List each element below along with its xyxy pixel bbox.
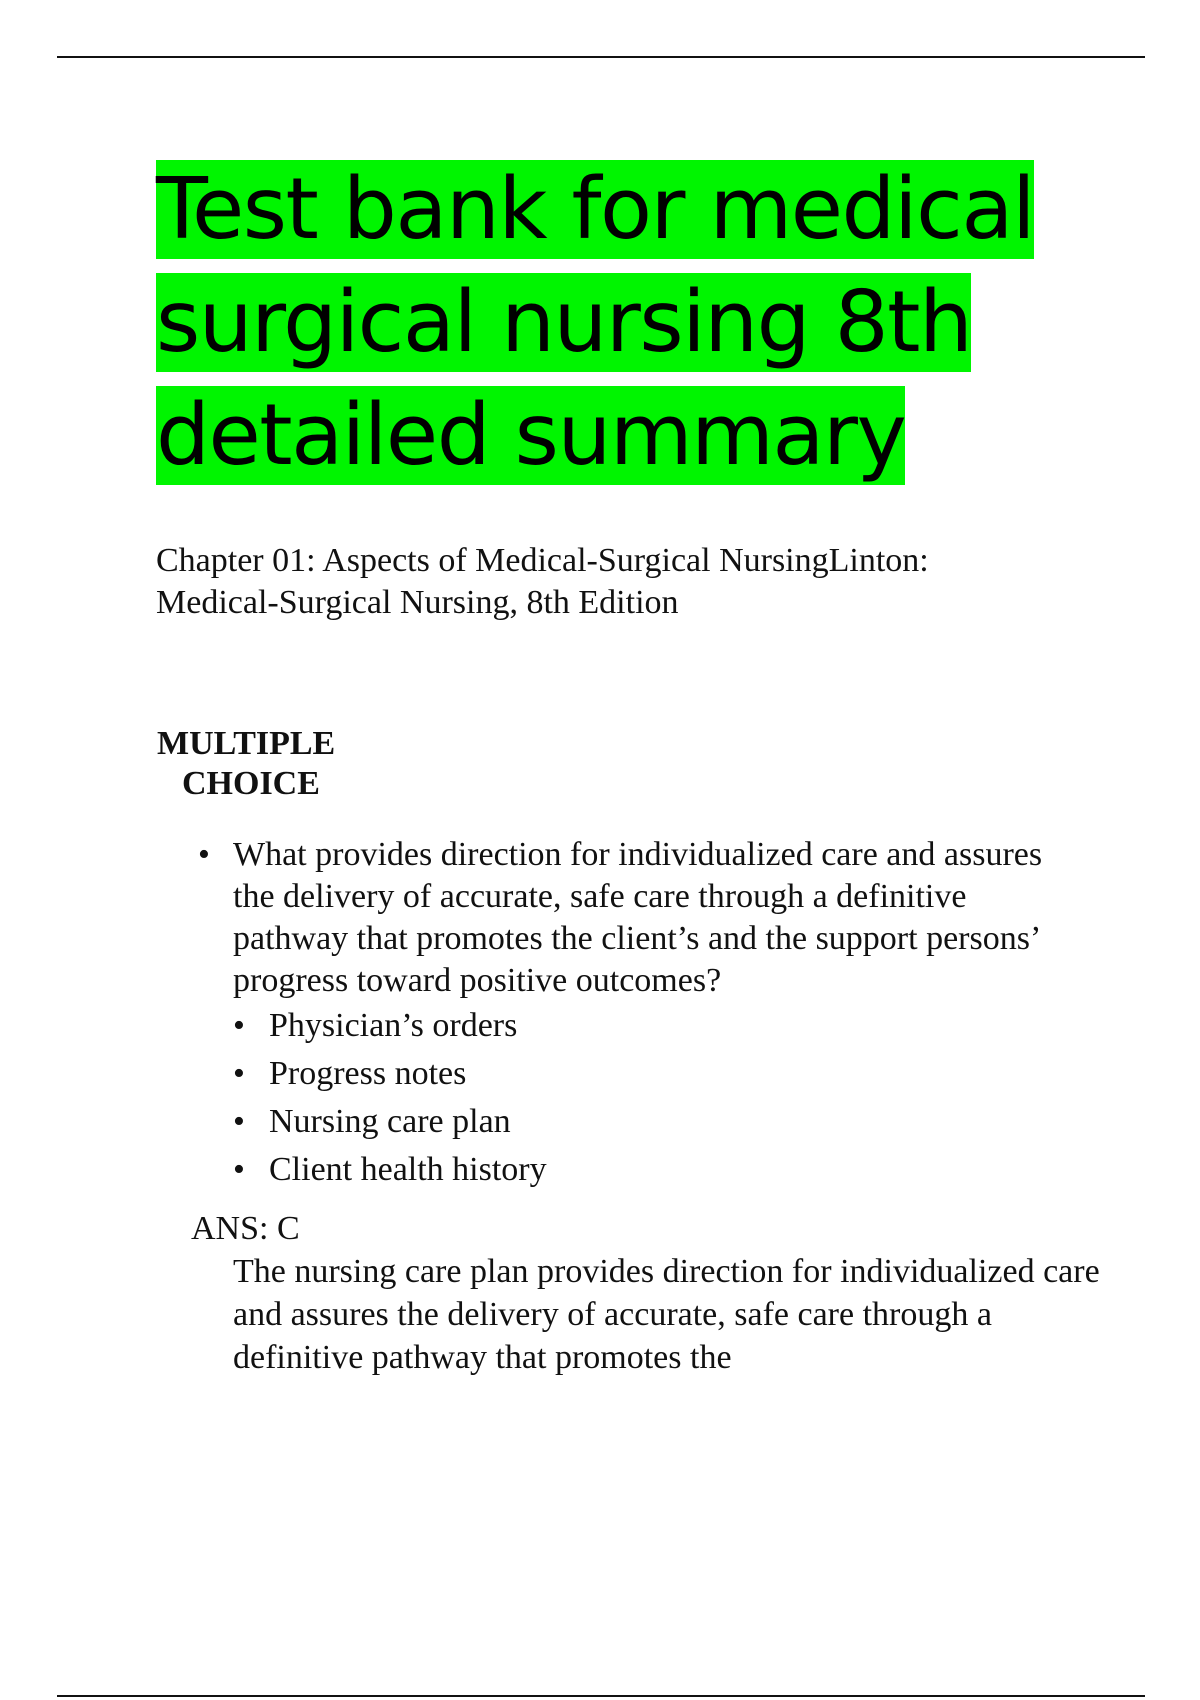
document-title xyxy=(156,153,1056,492)
option-item xyxy=(233,1002,1033,1050)
option-text: Nursing care plan xyxy=(269,1103,511,1140)
chapter-subtitle: Chapter 01: Aspects of Medical-Surgical NursingLinton: Medical-Surgical Nursing, 8th Edition xyxy=(156,542,929,621)
answer-rationale: The nursing care plan provides direction for individualized care and assures the delivery of accurate, safe care through a definitive pathway that promotes the xyxy=(233,1253,1100,1376)
question-text: What provides direction for individualized care and assures the delivery of accurate, safe care through a definitive pathway that promotes the client’s and the support persons’ progress toward positive outcomes? xyxy=(233,836,1043,999)
header-rule xyxy=(57,56,1145,58)
option-item xyxy=(233,1050,1033,1098)
section-heading-line1: MULTIPLE xyxy=(157,725,336,762)
option-text: Client health history xyxy=(269,1151,547,1188)
bullet-icon: • xyxy=(233,1007,245,1044)
section-heading-line2: CHOICE xyxy=(182,765,320,802)
option-text: Progress notes xyxy=(269,1055,467,1092)
title-highlight: Test bank for medical surgical nursing 8th detailed summary xyxy=(156,160,1035,485)
option-item xyxy=(233,1098,1033,1146)
option-text: Physician’s orders xyxy=(269,1007,518,1044)
section-heading xyxy=(157,724,387,804)
answer-options xyxy=(233,1002,1033,1194)
bullet-icon: • xyxy=(233,1151,245,1188)
question-row xyxy=(198,834,1078,1002)
footer-rule xyxy=(57,1695,1145,1697)
bullet-icon: • xyxy=(198,836,210,873)
question-item xyxy=(198,834,1078,1002)
bullet-icon: • xyxy=(233,1055,245,1092)
bullet-icon: • xyxy=(233,1103,245,1140)
answer-key: ANS: C xyxy=(191,1210,300,1247)
option-item xyxy=(233,1146,1033,1194)
